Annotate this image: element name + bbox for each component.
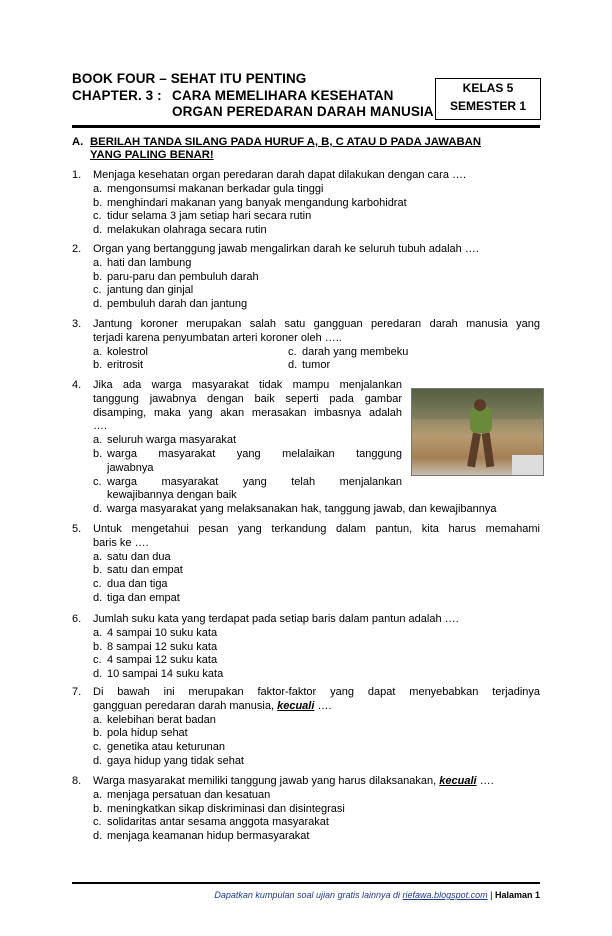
option-d[interactable]: d. menjaga keamanan hidup bermasyarakat [93,830,310,843]
option-d[interactable]: d. pembuluh darah dan jantung [93,298,248,311]
question-number: 6. [72,613,82,625]
option-c[interactable]: c. genetika atau keturunan [93,741,226,754]
flood-photo [411,388,544,476]
question-5 [72,523,540,606]
class-box [435,78,541,120]
option-d[interactable]: d. tumor [288,359,331,372]
page-number: Halaman 1 [494,890,540,900]
option-a[interactable]: a. seluruh warga masyarakat [93,434,237,447]
option-b[interactable]: b. paru-paru dan pembuluh darah [93,270,259,283]
option-b[interactable]: b. satu dan empat [93,564,183,577]
question-stem: Organ yang bertanggung jawab mengalirkan darah ke seluruh tubuh adalah …. [93,243,479,255]
option-b[interactable]: b. 8 sampai 12 suku kata [93,640,218,653]
option-d[interactable]: d. warga masyarakat yang melaksanakan hak, tanggung jawab, dan kewajibannya [93,503,497,516]
option-a[interactable]: a. mengonsumsi makanan berkadar gula tinggi [93,182,324,195]
option-a[interactable]: a. hati dan lambung [93,256,192,269]
question-number: 1. [72,169,82,181]
question-stem: Warga masyarakat memiliki tanggung jawab yang harus dilaksanakan, kecuali …. [93,775,494,787]
question-2 [72,243,540,312]
question-4 [72,379,497,517]
question-6 [72,613,540,682]
book-title: BOOK FOUR – SEHAT ITU PENTING [72,71,307,86]
option-b[interactable]: b. menghindari makanan yang banyak mengandung karbohidrat [93,196,407,209]
chapter-title-line2: ORGAN PEREDARAN DARAH MANUSIA [172,104,434,119]
emphasis-kecuali: kecuali [277,699,315,712]
instruction-line2: YANG PALING BENAR! [90,149,214,161]
class-label: KELAS 5 [462,81,514,95]
question-number: 7. [72,686,82,698]
question-stem-line1: Jika ada warga masyarakat tidak mampu menjalankan [93,379,402,391]
question-stem-line2: tanggung jawabnya dengan baik seperti pada gambar [93,392,402,405]
footer-link[interactable]: riefawa.blogspot.com [402,890,488,900]
option-a[interactable]: a. 4 sampai 10 suku kata [93,626,218,639]
question-stem-line2: terjadi karena penyumbatan arteri koroner oleh ….. [93,331,342,344]
option-a[interactable]: a. satu dan dua [93,550,171,563]
question-stem-line4: …. [93,420,108,433]
option-b[interactable]: b. warga masyarakat yang melalaikan tanggung [93,447,402,460]
option-b[interactable]: b. meningkatkan sikap diskriminasi dan disintegrasi [93,802,345,815]
option-d[interactable]: d. melakukan olahraga secara rutin [93,224,267,237]
chapter-title-line1: CARA MEMELIHARA KESEHATAN [172,88,394,103]
footer-separator: | [490,890,493,900]
option-b-cont: jawabnya [107,461,154,474]
semester-label: SEMESTER 1 [449,99,527,113]
option-a[interactable]: a. kolestrol [93,345,148,358]
question-number: 2. [72,243,82,255]
question-number: 3. [72,318,82,330]
question-7 [72,686,540,769]
question-number: 5. [72,523,82,535]
emphasis-kecuali: kecuali [439,775,477,787]
footer [214,890,540,900]
option-b[interactable]: b. eritrosit [93,359,144,372]
question-8 [72,775,540,844]
option-c[interactable]: c. dua dan tiga [93,578,168,591]
question-stem-line1: Untuk mengetahui pesan yang terkandung dalam pantun, kita harus memahami [93,523,540,535]
question-stem-line1: Di bawah ini merupakan faktor-faktor yang dapat menyebabkan terjadinya [93,686,540,698]
option-c[interactable]: c. warga masyarakat yang telah menjalankan [93,475,402,488]
question-stem-line1: Jantung koroner merupakan salah satu gangguan peredaran darah manusia yang [93,318,540,330]
option-c[interactable]: c. jantung dan ginjal [93,284,194,297]
option-d[interactable]: d. tiga dan empat [93,591,180,604]
option-d[interactable]: d. 10 sampai 14 suku kata [93,668,224,681]
question-stem: Jumlah suku kata yang terdapat pada setiap baris dalam pantun adalah …. [93,613,459,625]
option-c[interactable]: c. 4 sampai 12 suku kata [93,654,218,667]
section-label: A. [72,136,84,148]
question-stem-line3: disamping, maka yang akan merasakan imbasnya adalah [93,406,402,419]
option-c[interactable]: c. tidur selama 3 jam setiap hari secara rutin [93,210,312,223]
instruction-line1: BERILAH TANDA SILANG PADA HURUF A, B, C ATAU D PADA JAWABAN [90,136,481,148]
question-stem-line2: baris ke …. [93,536,149,549]
option-b[interactable]: b. pola hidup sehat [93,727,188,740]
question-3 [72,318,540,373]
question-stem-line2: gangguan peredaran darah manusia, kecuali …. [93,699,332,712]
question-number: 4. [72,379,82,391]
chapter-label: CHAPTER. 3 : [72,88,162,103]
question-1 [72,169,540,238]
footer-text: Dapatkan kumpulan soal ujian gratis lainnya di [214,890,401,900]
option-c[interactable]: c. darah yang membeku [288,345,409,358]
question-stem: Menjaga kesehatan organ peredaran darah dapat dilakukan dengan cara …. [93,169,467,181]
question-number: 8. [72,775,82,787]
footer-rule [72,882,540,884]
option-c-cont: kewajibannya dengan baik [107,489,237,502]
option-d[interactable]: d. gaya hidup yang tidak sehat [93,754,244,767]
header-rule [72,125,540,128]
option-a[interactable]: a. menjaga persatuan dan kesatuan [93,788,271,801]
option-c[interactable]: c. solidaritas antar sesama anggota masyarakat [93,816,329,829]
option-a[interactable]: a. kelebihan berat badan [93,713,216,726]
